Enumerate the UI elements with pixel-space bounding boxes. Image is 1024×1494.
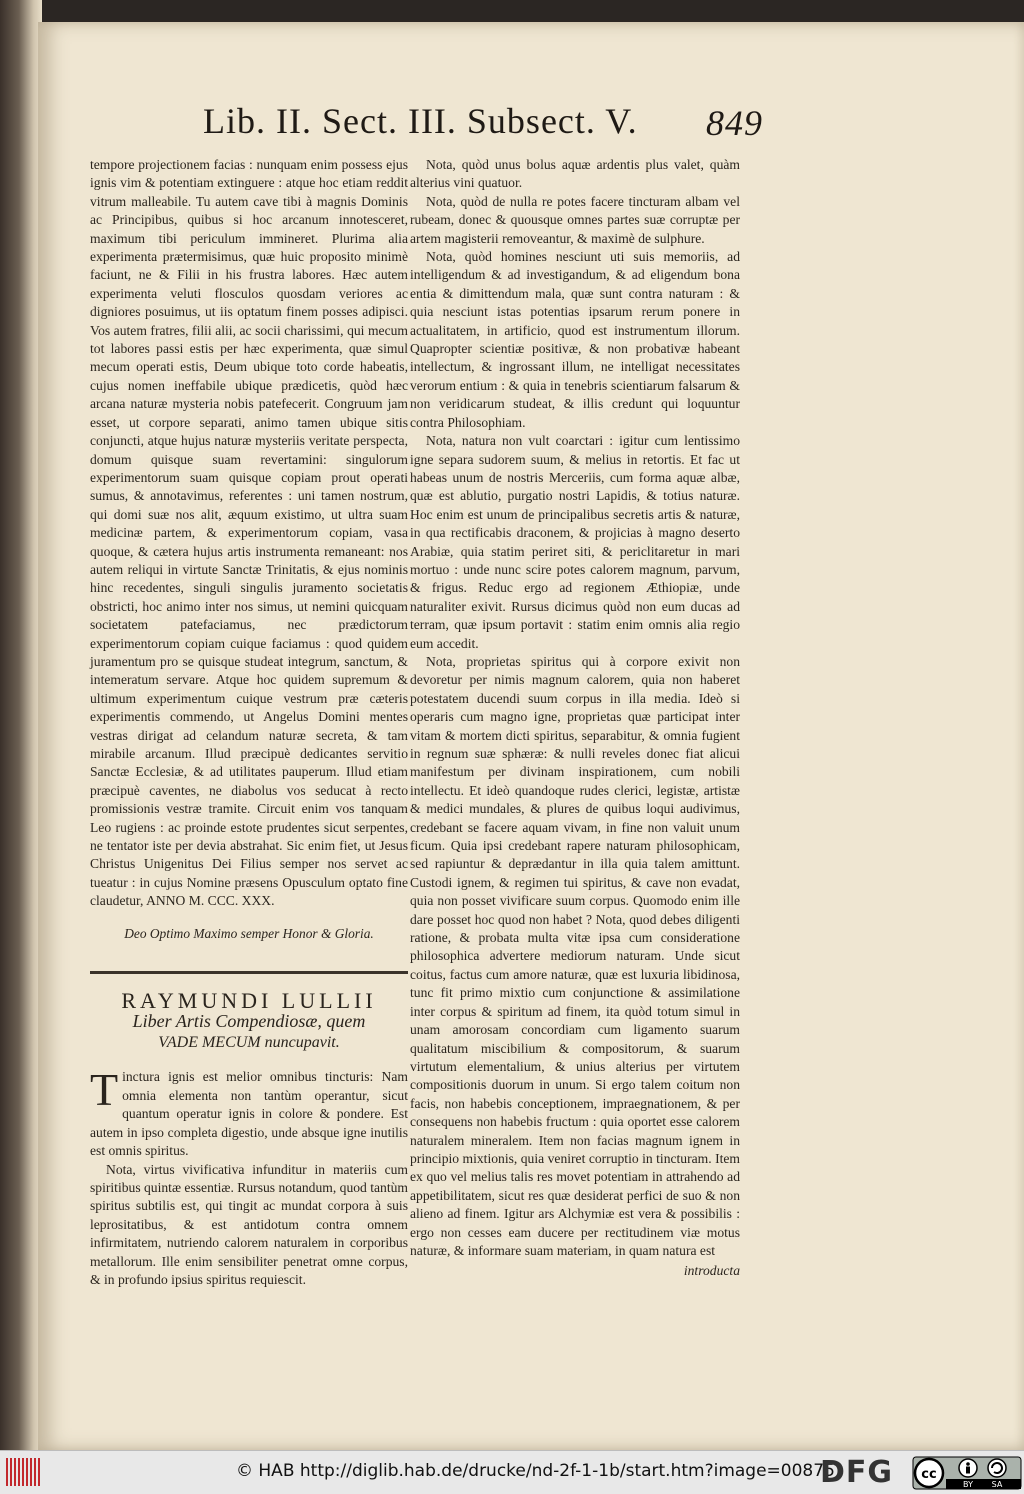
right-column <box>410 156 740 1281</box>
book-page <box>38 22 1024 1450</box>
treatise-title: RAYMUNDI LULLII <box>121 988 377 1014</box>
left-paragraph: tempore projectionem facias : nunquam enim possess ejus ignis vim & potentiam extinguere : atque hoc etiam reddit vitrum malleabile. Tu autem cave tibi à magnis Dominis ac Principibus, quibus si hoc arcanum innotesceret, maximum tibi periculum immineret. Plurima alia experimenta prætermisimus, quæ huic proposito minimè faciunt, ne & Filii in his frustra labores. Hæc autem experimenta veluti flosculos quosdam veriores ac digniores posuimus, ut iis optatum finem posses adipisci. Vos autem fratres, filii alii, ac socii charissimi, qui mecum tot labores passi estis per hæc experimenta, quæ simul mecum operati estis, Deum ubique toto corde habeatis, cujus nomen ineffabile ubique prædicetis, quòd hæc arcana naturæ mysteria nobis patefecerit. Congruum jam esset, ut corpore separati, animo tamen ubique sitis conjuncti, atque hujus naturæ mysteriis veritate perspecta, domum quisque suam revertamini: singulorum experimentorum suam quisque copiam prout operati sumus, & annotavimus, referentes : uni tamen nostrum, qui domi suæ nos alit, æquum existimo, ut ultra suam medicinæ partem, & experimentorum copiam, vasa quoque, & cætera hujus artis instrumenta remaneant: nos autem reliqui in virtute Sanctæ Trinitatis, & ejus nominis hinc recedentes, singuli singulis juramento societatis obstricti, hoc animo inter nos simus, ut nemini quicquam societatem patefaciamus, nec prædictorum experimentorum copiam cuique faciamus : quod quidem juramentum pro se quisque studeat integrum, sanctum, & intemeratum servare. Atque hoc quidem supremum & ultimum experimentum cuique vestrum præ cæteris experimentis commendo, ut Angelus Domini mentes vestras dirigat ad celandum naturæ secreta, & tam mirabile arcanum. Illud præcipuè dedicantes servitio Sanctæ Ecclesiæ, & ad utilitates pauperum. Illud etiam præcipuè caventes, ne diabolus vos seducat à recto promissionis vestræ tramite. Circuit enim vos tanquam Leo rugiens : ac proinde estote prudentes sicut serpentes, ne tentator iste per devia abstrahat. Sic enim fiet, ut Jesus Christus Unigenitus Dei Filius semper nos servet ac tueatur : in cujus Nomine præsens Opusculum optato fine claudetur, ANNO M. CCC. XXX. <box>90 157 408 909</box>
closing-doxology: Deo Optimo Maximo semper Honor & Gloria. <box>124 925 374 941</box>
section-rule <box>90 971 408 974</box>
right-paragraph: Nota, quòd de nulla re potes facere tincturam albam vel rubeam, donec & quousque omnes partes suæ corruptæ per artem magisterii removeantur, & maximè de sulphure. <box>410 193 740 246</box>
cc-sa-label: SA <box>991 1480 1003 1489</box>
dfg-logo[interactable]: DFG <box>820 1455 894 1490</box>
treatise-subtitle-2: VADE MECUM nuncupavit. <box>158 1034 340 1052</box>
right-paragraph: Nota, quòd unus bolus aquæ ardentis plus valet, quàm alterius vini quatuor. <box>410 157 740 191</box>
right-paragraph: Nota, proprietas spiritus qui à corpore exivit non devoretur per nimis magnum calorem, quia non haberet potestatem ducendi suum corpus in illa media. Ideò si operaris cum magno igne, proprietas quæ participat inter vitam & mortem dicti spiritus, separabitur, & omnia fugient in regnum suæ sphæræ: & nulli reveles donec fiat alicui manifestum per divinam inspirationem, cum nobili intellectu. Et ideò quandoque rudes clerici, legistæ, artistæ & medici mundales, & plures de quibus loqui audivimus, credebant se facere aquam vivam, in fine non valuit unum ficum. Quia ipsi credebant rapere naturam philosophicam, sed rapiuntur & deprædantur in illa quia talem amittunt. Custodi ignem, & regimen tui spiritus, & cave non evadat, quia non posset vivificare suum corpus. Quomodo enim ille dare posset hoc quod non habet ? Nota, quod debes diligenti ratione, & probata multa vitæ ipsa cum consideratione philosophica advertere mediorum naturam. Unde sicut coitus, factus cum amore naturæ, quæ est luxuria libidinosa, tunc fit primo mixtio cum conjunctione & assimilatione inter corpus & spiritum ad finem, ita quòd totum simul in unam amorosam concordiam cum ligamento suarum qualitatum miscibilium & compositorum, & suarum virtutum elementalium, & unius alterius per virtutem compositionis duorum in unum. Si ergo talem coitum non facis, non habebis conceptionem, impraegnationem, & per consequens non habebis fructum : quia oportet esse calorem naturalem mineralem. Item non facias magnum ignem in principio mixtionis, quia veniret corruptio in tincturam. Item ex quo vel melius talis res movet potentiam in attrahendo ad appetibilitatem, sicut res quæ desiderat perfici de suo & non alieno ad finem. Igitur ars Alchymiæ est vera & possibilis : ergo non cesses eam ducere per rectitudinem viæ motus naturæ, & informare suam materiam, in quam natura est <box>410 653 740 1258</box>
running-head-text: Lib. II. Sect. III. Subsect. V. <box>203 101 638 141</box>
creative-commons-icon[interactable] <box>912 1456 1022 1490</box>
treatise-subtitle: Liber Artis Compendiosæ, quem <box>132 1011 366 1032</box>
running-head <box>203 100 763 142</box>
right-paragraph: Nota, natura non vult coarctari : igitur cum lentissimo igne separa sudorem suum, & melius in retortis. Et fac ut habeas unum de nostris Merceriis, cum forma aquæ albæ, quæ est ablutio, purgatio nostri Lapidis, & totius naturæ. Hoc enim est unum de principalibus secretis artis & naturæ, in qua rectificabis draconem, & projicias à magno deserto Arabiæ, quia statim periret siti, & periclitaretur in mari mortuo : unde nunc scire potes calorem magnum, parvum, & frigus. Reduc ergo ad regionem Æthiopiæ, unde naturaliter exivit. Rursus dicimus quòd non eum ducas ad terram, quæ ipsum portavit : statim enim omnis alia regio eum accedit. <box>410 433 740 651</box>
viewer-footer <box>0 1450 1024 1494</box>
left-column <box>90 156 408 1289</box>
catchword: introducta <box>683 1263 740 1279</box>
drop-cap: T <box>90 1064 119 1116</box>
book-spine <box>0 0 42 1450</box>
page-number: 849 <box>706 103 763 143</box>
right-paragraph: Nota, quòd homines nesciunt uti suis memoriis, ad intelligendum & ad investigandum, & ad eligendum bona entia & dimittendum mala, quæ sunt contra naturam : & quia nesciunt istas potentias ipsarum rerum ponere in actualitatem, in artificio, quod est instrumentum illorum. Quapropter scientiæ positivæ, & non probativæ habeant intellectum, & ingrossant illum, ne intelligat necessitates verorum entium : & quia in tenebris scientiarum falsarum & non veridicarum studeat, & illis credunt qui loquuntur contra Philosophiam. <box>410 249 740 430</box>
source-credit-link[interactable]: © HAB http://diglib.hab.de/drucke/nd-2f-1-1b/start.htm?image=00875 <box>236 1461 835 1481</box>
left-paragraph-incipit <box>90 1064 408 1160</box>
incipit-text: inctura ignis est melior omnibus tincturis: Nam omnia elementa non tantùm operantur, sicut quantum operatur ignis in colore & pondere. Est autem in ipso completa digestio, unde absque igne inutilis est omnis spiritus. <box>90 1069 408 1159</box>
cc-by-label: BY <box>963 1480 973 1489</box>
barcode-icon <box>6 1458 42 1486</box>
left-paragraph: Nota, virtus vivificativa infunditur in materiis cum spiritibus quintæ essentiæ. Rursus notandum, quod tantùm spiritus subtilis est, qui tingit ac mundat corpora à suis leprositatibus, & est antidotum contra omnem infirmitatem, nutriendo calorem naturalem in corporibus metallorum. Ille enim sensibiliter penetrat omne corpus, & in profundo ipsius spiritus requiescit. <box>90 1161 408 1287</box>
svg-text:cc: cc <box>921 1467 937 1482</box>
